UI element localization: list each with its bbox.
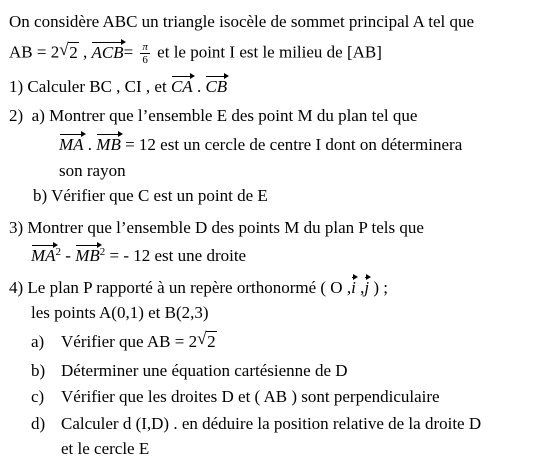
vector-mb: MB [75,246,100,265]
vector-j: j [364,278,370,297]
question-3-formula: $MA^2 - MB^2$ = - 12 est une droite [31,246,247,265]
sub-label: a) [31,106,45,125]
sub-label: a) [31,332,45,351]
question-4b: b) Déterminer une équation cartésienne de D [31,361,348,380]
intro-line-1: On considère ABC un triangle isocèle de sommet principal A tel que [9,12,475,31]
intro-line-2: AB = 2 √ 2 , ACB= $\frac{\pi}{6}$ et le point I est le milieu de [AB] [9,39,382,67]
vector-ma: MA [59,135,84,154]
question-2a-formula: MA . MB = 12 est un cercle de centre I dont on déterminera [59,135,463,154]
question-4-points: les points A(0,1) et B(2,3) [31,303,209,322]
fraction-pi-over-6: $\frac{\pi}{6}$ [142,41,148,67]
sqrt-two: √ 2 [197,329,216,351]
sub-label: b) [33,186,48,205]
angle-acb: ACB [91,42,124,62]
question-number: 3) [9,218,24,237]
question-number: 1) [9,77,24,96]
question-4c: c) Vérifier que les droites D et ( AB ) sont perpendiculaire [31,387,440,406]
vector-i: i [351,278,356,297]
sub-label: c) [31,387,45,406]
question-3: 3) Montrer que l’ensemble D des points M du plan P tels que [9,218,424,237]
question-4: 4) Le plan P rapporté à un repère orthonormé ( O ,i ,j ) ; [9,278,388,297]
question-2a-tail: son rayon [59,161,126,180]
vector-cb: CB [205,77,228,96]
sub-label: b) [31,361,46,380]
vector-mb: MB [96,135,121,154]
sub-label: d) [31,414,46,433]
ab-label: AB = 2 [9,42,60,62]
question-4d: d) Calculer d (I,D) . en déduire la position relative de la droite D [31,414,482,433]
question-4d-tail: et le cercle E [61,439,150,458]
question-number: 2) [9,106,24,125]
question-4a: a) Vérifier que AB = 2 √ 2 [31,329,216,351]
vector-ca: CA [170,77,193,96]
vector-ma: MA [31,246,56,265]
question-2b: b) Vérifier que C est un point de E [33,186,268,205]
question-1: 1) Calculer BC , CI , et CA . CB [9,77,228,96]
sqrt-two: √ 2 [59,39,78,62]
question-2a: 2) a) Montrer que l’ensemble E des point M du plan tel que [9,106,418,125]
question-number: 4) [9,278,24,297]
